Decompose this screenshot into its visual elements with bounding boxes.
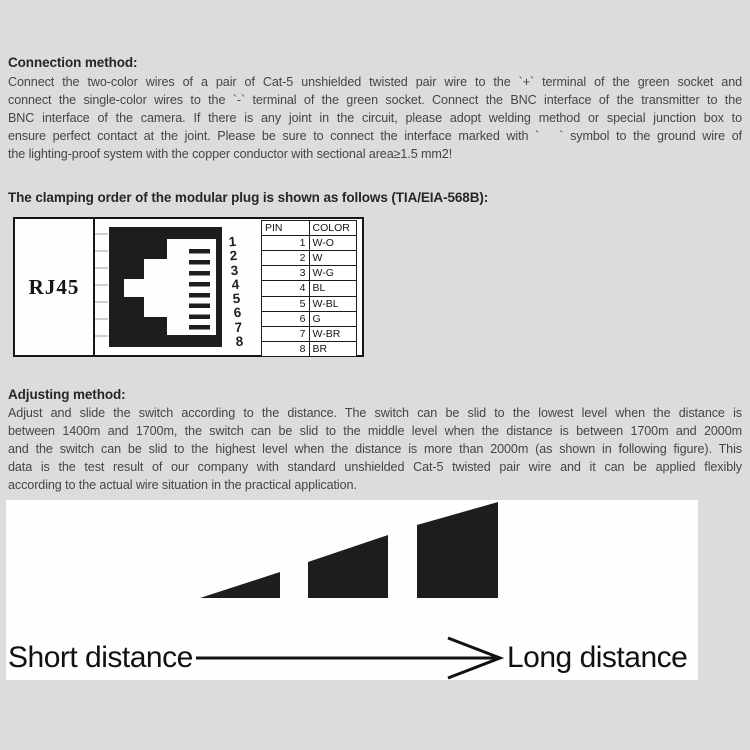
table-row: 4 BL: [262, 281, 357, 296]
table-row: 1 W-O: [262, 236, 357, 251]
adjusting-method-paragraph: [8, 404, 742, 494]
paragraph-line: between 1400m and 1700m, the switch can be slid to the middle level when the distance is between 1700m and 2000m: [8, 424, 742, 438]
table-row: 7 W-BR: [262, 326, 357, 341]
long-distance-label: Long distance: [507, 641, 688, 674]
pin-number: 6: [233, 305, 242, 321]
pin-number-column: [217, 235, 255, 349]
rj45-wiring-figure: [13, 217, 364, 357]
paragraph-line: connect the single-color wires to the `-` terminal of the green socket. Connect the BNC interface of the transmitter to the: [8, 93, 742, 107]
table-row: 2 W: [262, 251, 357, 266]
rj45-label: RJ45: [28, 274, 80, 299]
rj45-jack-icon: [109, 227, 222, 347]
ruler-ticks: [95, 233, 108, 345]
pin-number: 2: [229, 248, 238, 264]
wedge-lowest-level: [200, 572, 280, 598]
pin-number: 8: [235, 333, 244, 350]
rj45-label-cell: [15, 219, 93, 355]
distance-adjustment-figure: [6, 500, 698, 680]
table-row: 8 BR: [262, 341, 357, 356]
paragraph-line: and the switch can be slid to the highest level when the distance is more than 2000m (as shown in following figure). This: [8, 442, 742, 456]
pin-number: 4: [231, 276, 240, 293]
table-row: 6 G: [262, 311, 357, 326]
adjusting-method-heading: Adjusting method:: [8, 387, 126, 402]
paragraph-line: according to the actual wire situation in the practical application.: [8, 478, 357, 492]
connection-method-paragraph: [8, 73, 742, 163]
wedge-middle-level: [308, 535, 388, 598]
paragraph-line: Connect the two-color wires of a pair of Cat-5 unshielded twisted pair wire to the `+` terminal of the green socket and: [8, 75, 742, 89]
paragraph-line: BNC interface of the camera. If there is any joint in the circuit, please adopt welding method or special junction box to: [8, 111, 742, 125]
table-header-row: [262, 221, 357, 236]
table-row: 5 W-BL: [262, 296, 357, 311]
pin-number: 5: [232, 290, 241, 307]
pin-number: 1: [228, 233, 237, 250]
wedge-highest-level: [417, 502, 498, 598]
paragraph-line: ensure perfect contact at the joint. Please be sure to connect the interface marked with ` ` symbol to the ground wire of: [8, 129, 742, 143]
clamping-order-heading: The clamping order of the modular plug is shown as follows (TIA/EIA-568B):: [8, 190, 489, 205]
paragraph-line: the lighting-proof system with the copper conductor with sectional area≥1.5 mm2!: [8, 147, 453, 161]
pin-number: 3: [230, 262, 239, 278]
pin-column-header: PIN: [262, 221, 310, 236]
table-row: 3 W-G: [262, 266, 357, 281]
paragraph-line: Adjust and slide the switch according to the distance. The switch can be slid to the lowest level when the distance is: [8, 406, 742, 420]
color-column-header: COLOR: [309, 221, 357, 236]
paragraph-line: data is the test result of our company with standard unshielded Cat-5 twisted pair wire and it can be applied flexibly: [8, 460, 742, 474]
pin-color-table: [261, 220, 357, 357]
pin-number: 7: [234, 319, 243, 335]
connection-method-heading: Connection method:: [8, 55, 138, 70]
short-distance-label: Short distance: [8, 641, 193, 674]
